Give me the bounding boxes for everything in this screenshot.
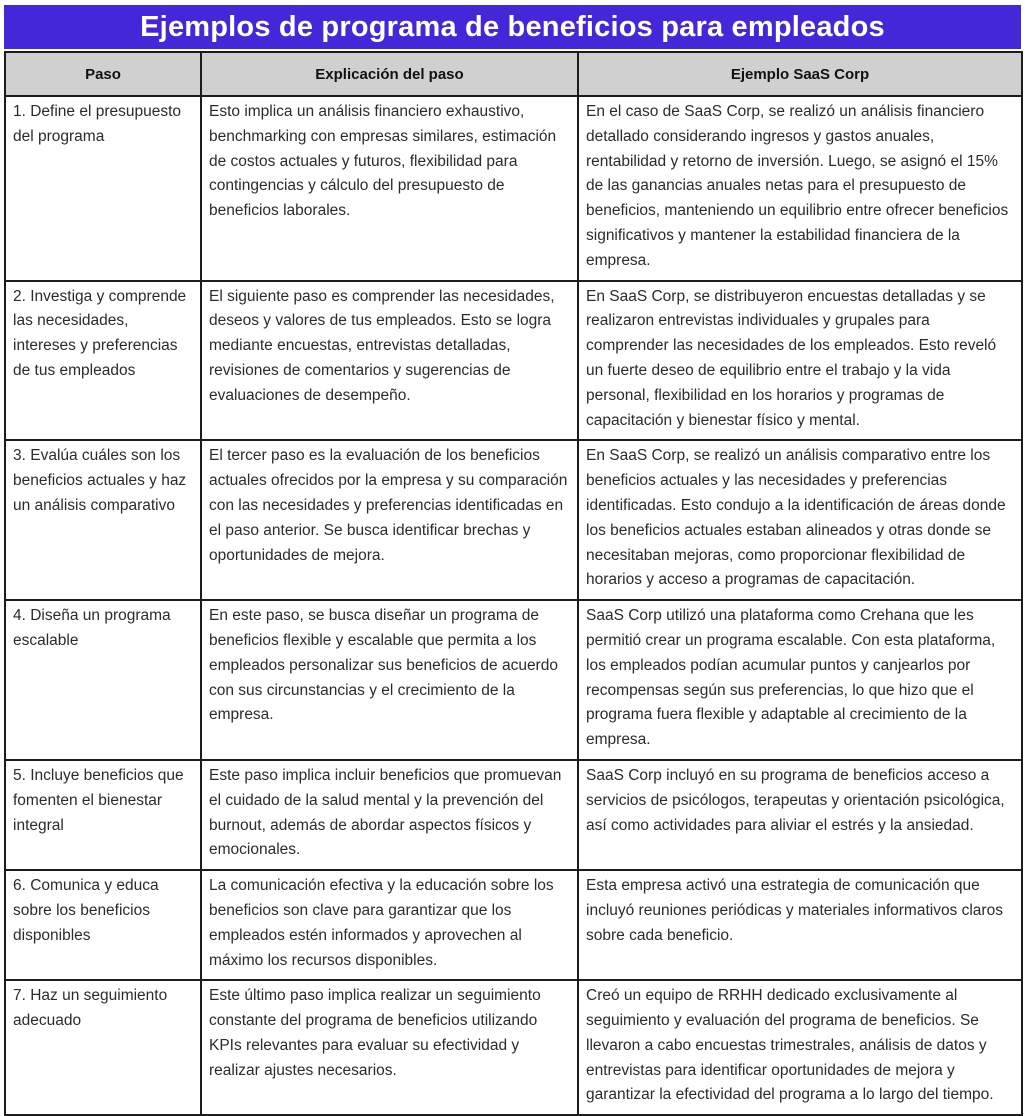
cell-ejemplo: En el caso de SaaS Corp, se realizó un análisis financiero detallado considerando ingresos y gastos anuales, rentabilidad y retorno de inversión. Luego, se asignó el 15% de las ganancias anuales netas para el presupuesto de beneficios, manteniendo un equilibrio entre ofrecer beneficios significativos y mantener la estabilidad financiera de la empresa. [578, 96, 1022, 281]
cell-ejemplo: Esta empresa activó una estrategia de comunicación que incluyó reuniones periódicas y materiales informativos claros sobre cada beneficio. [578, 870, 1022, 980]
cell-ejemplo: SaaS Corp utilizó una plataforma como Crehana que les permitió crear un programa escalable. Con esta plataforma, los empleados podían acumular puntos y canjearlos por recompensas según sus preferencias, lo que hizo que el programa fuera flexible y adaptable al crecimiento de la empresa. [578, 600, 1022, 760]
benefits-table [4, 51, 1023, 1116]
cell-explicacion: El tercer paso es la evaluación de los beneficios actuales ofrecidos por la empresa y su comparación con las necesidades y preferencias identificadas en el paso anterior. Se busca identificar brechas y oportunidades de mejora. [201, 440, 578, 600]
cell-explicacion: La comunicación efectiva y la educación sobre los beneficios son clave para garantizar que los empleados estén informados y aprovechen al máximo los recursos disponibles. [201, 870, 578, 980]
cell-explicacion: Este último paso implica realizar un seguimiento constante del programa de beneficios utilizando KPIs relevantes para evaluar su efectividad y realizar ajustes necesarios. [201, 980, 578, 1115]
table-row [5, 281, 1022, 441]
table-row [5, 980, 1022, 1115]
table-header-row [5, 52, 1022, 96]
cell-explicacion: En este paso, se busca diseñar un programa de beneficios flexible y escalable que permita a los empleados personalizar sus beneficios de acuerdo con sus circunstancias y el crecimiento de la empresa. [201, 600, 578, 760]
cell-paso: 2. Investiga y comprende las necesidades, intereses y preferencias de tus empleados [5, 281, 201, 441]
cell-ejemplo: SaaS Corp incluyó en su programa de beneficios acceso a servicios de psicólogos, terapeutas y orientación psicológica, así como actividades para aliviar el estrés y la ansiedad. [578, 760, 1022, 870]
page-title: Ejemplos de programa de beneficios para empleados [140, 10, 885, 43]
title-banner [4, 5, 1021, 49]
cell-paso: 3. Evalúa cuáles son los beneficios actuales y haz un análisis comparativo [5, 440, 201, 600]
cell-paso: 6. Comunica y educa sobre los beneficios disponibles [5, 870, 201, 980]
cell-paso: 1. Define el presupuesto del programa [5, 96, 201, 281]
table-row [5, 96, 1022, 281]
cell-paso: 4. Diseña un programa escalable [5, 600, 201, 760]
cell-explicacion: El siguiente paso es comprender las necesidades, deseos y valores de tus empleados. Esto se logra mediante encuestas, entrevistas detalladas, revisiones de comentarios y sugerencias de evaluaciones de desempeño. [201, 281, 578, 441]
column-header-paso: Paso [5, 52, 201, 96]
table-row [5, 760, 1022, 870]
table-row [5, 600, 1022, 760]
column-header-explicacion: Explicación del paso [201, 52, 578, 96]
cell-explicacion: Este paso implica incluir beneficios que promuevan el cuidado de la salud mental y la prevención del burnout, además de abordar aspectos físicos y emocionales. [201, 760, 578, 870]
cell-ejemplo: En SaaS Corp, se distribuyeron encuestas detalladas y se realizaron entrevistas individuales y grupales para comprender las necesidades de los empleados. Esto reveló un fuerte deseo de equilibrio entre el trabajo y la vida personal, flexibilidad en los horarios y programas de capacitación y bienestar físico y mental. [578, 281, 1022, 441]
cell-ejemplo: En SaaS Corp, se realizó un análisis comparativo entre los beneficios actuales y las necesidades y preferencias identificadas. Esto condujo a la identificación de áreas donde los beneficios actuales estaban alineados y otras donde se necesitaban mejoras, como proporcionar flexibilidad de horarios y acceso a programas de capacitación. [578, 440, 1022, 600]
cell-ejemplo: Creó un equipo de RRHH dedicado exclusivamente al seguimiento y evaluación del programa de beneficios. Se llevaron a cabo encuestas trimestrales, análisis de datos y entrevistas para identificar oportunidades de mejora y garantizar la efectividad del programa a lo largo del tiempo. [578, 980, 1022, 1115]
cell-paso: 7. Haz un seguimiento adecuado [5, 980, 201, 1115]
cell-paso: 5. Incluye beneficios que fomenten el bienestar integral [5, 760, 201, 870]
column-header-ejemplo: Ejemplo SaaS Corp [578, 52, 1022, 96]
table-row [5, 440, 1022, 600]
cell-explicacion: Esto implica un análisis financiero exhaustivo, benchmarking con empresas similares, estimación de costos actuales y futuros, flexibilidad para contingencias y cálculo del presupuesto de beneficios laborales. [201, 96, 578, 281]
table-row [5, 870, 1022, 980]
